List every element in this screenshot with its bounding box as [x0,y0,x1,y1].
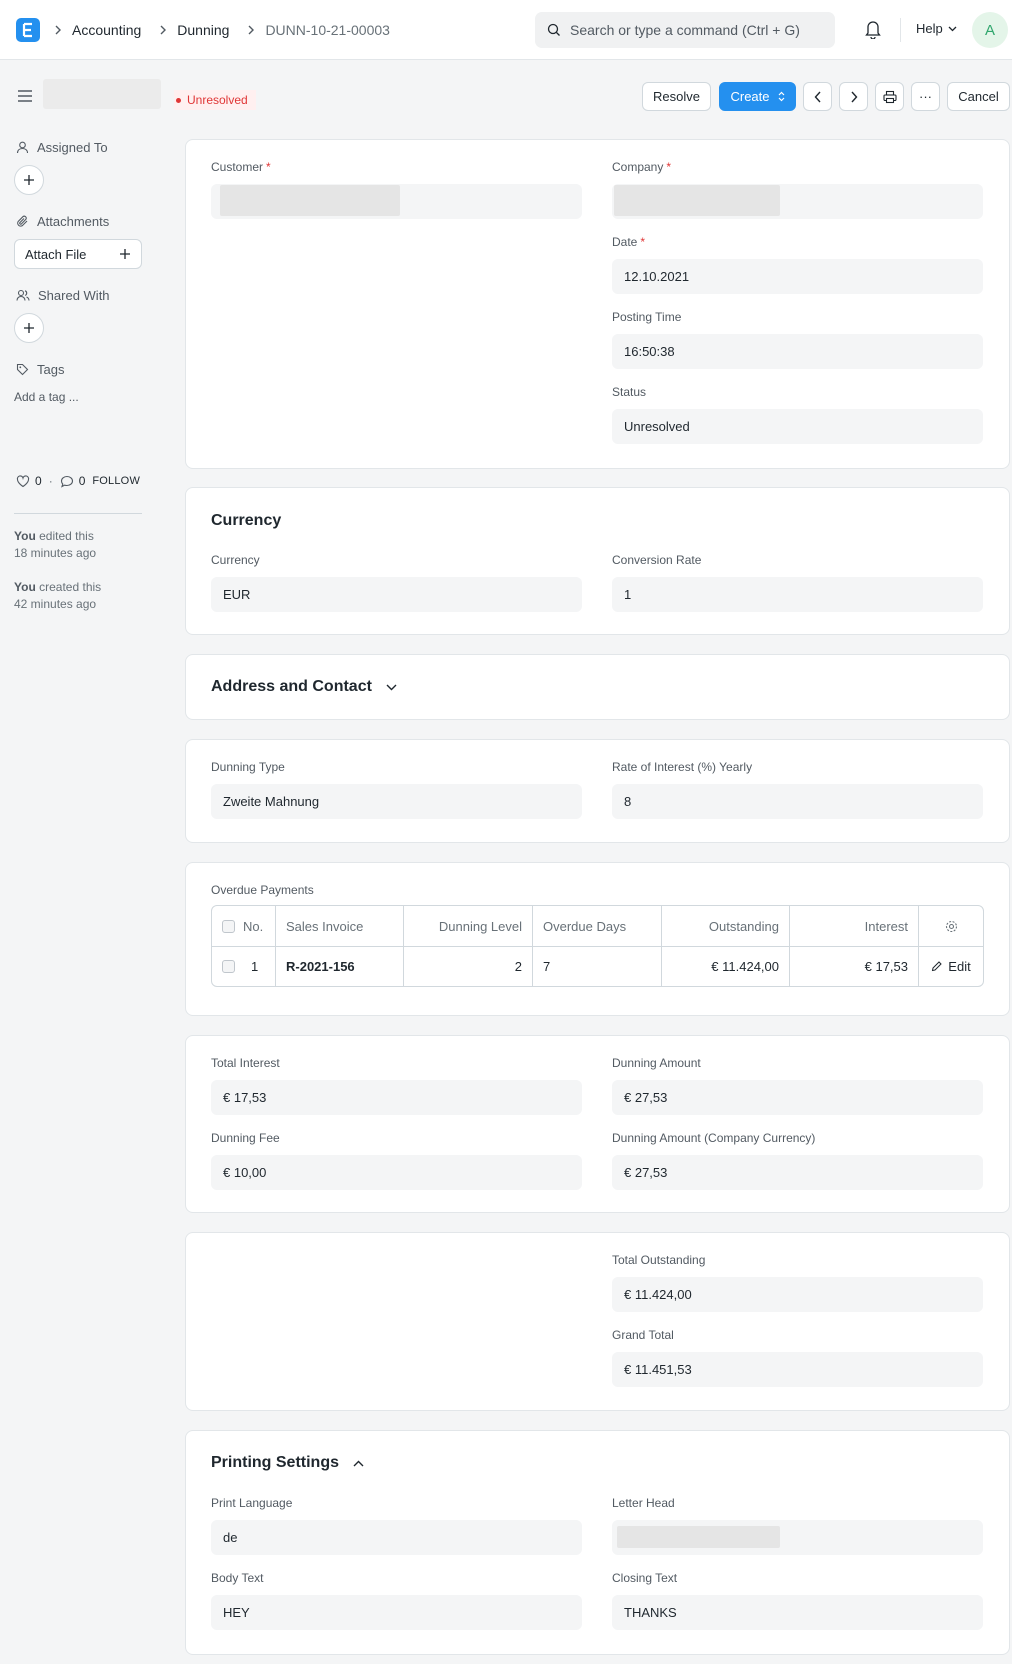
row-sales-invoice[interactable]: R-2021-156 [276,947,404,986]
printing-settings-title: Printing Settings [211,1454,339,1471]
activity-item [14,579,101,613]
interest-rate-input[interactable]: 8 [612,784,983,819]
closing-text-field [612,1571,983,1630]
total-interest-label: Total Interest [211,1056,280,1070]
row-outstanding[interactable]: € 11.424,00 [662,947,790,986]
totals-section [185,1232,1010,1411]
letter-head-field [612,1496,983,1555]
more-icon: ··· [919,89,932,104]
print-language-input[interactable]: de [211,1520,582,1555]
chevron-down-icon [386,684,397,691]
user-icon [16,141,29,154]
paperclip-icon [16,215,29,228]
table-row[interactable] [212,946,983,986]
attach-file-label: Attach File [25,246,87,262]
currency-section [185,487,1010,635]
printing-settings-section [185,1430,1010,1655]
edit-label: Edit [948,959,971,974]
next-doc-button[interactable] [839,82,868,111]
users-icon [16,289,30,302]
menu-icon[interactable] [16,89,34,106]
column-sales-invoice: Sales Invoice [276,906,404,946]
posting-time-label: Posting Time [612,310,682,324]
tag-icon [16,363,29,376]
chevron-down-icon [948,26,957,32]
conversion-rate-input[interactable]: 1 [612,577,983,612]
currency-label: Currency [211,553,260,567]
date-field [612,235,983,294]
row-dunning-level[interactable]: 2 [404,947,533,986]
row-interest[interactable]: € 17,53 [790,947,919,986]
dunning-fee-field [211,1131,582,1190]
navbar-divider [900,18,901,42]
assigned-to-heading [16,140,108,155]
interest-rate-field [612,760,983,819]
help-label: Help [916,21,943,36]
dunning-type-input[interactable]: Zweite Mahnung [211,784,582,819]
page-title [43,79,161,109]
body-text-input[interactable]: HEY [211,1595,582,1630]
posting-time-field [612,310,983,369]
column-outstanding: Outstanding [662,906,790,946]
overdue-payments-label: Overdue Payments [211,883,314,897]
chevron-right-icon [54,25,62,35]
column-dunning-level: Dunning Level [404,906,533,946]
dunning-fee-label: Dunning Fee [211,1131,280,1145]
chevron-up-icon [353,1460,364,1467]
follow-button[interactable]: FOLLOW [92,475,141,487]
conversion-rate-label: Conversion Rate [612,553,702,567]
breadcrumb-dunning[interactable]: Dunning [177,22,230,38]
column-interest: Interest [790,906,919,946]
address-contact-section[interactable] [185,654,1010,720]
row-edit-button[interactable] [919,947,983,986]
dunning-amount-input: € 27,53 [612,1080,983,1115]
column-overdue-days: Overdue Days [533,906,662,946]
chevron-right-icon [247,25,255,35]
total-outstanding-label: Total Outstanding [612,1253,706,1267]
customer-input[interactable] [211,184,582,219]
sort-icon [778,91,785,102]
previous-doc-button[interactable] [803,82,832,111]
posting-time-input[interactable]: 16:50:38 [612,334,983,369]
search-placeholder: Search or type a command (Ctrl + G) [570,22,800,38]
dunning-amount-cc-field [612,1131,983,1190]
add-assignee-button[interactable] [14,165,44,195]
row-no: 1 [212,947,276,986]
breadcrumb-accounting[interactable]: Accounting [72,22,142,38]
total-interest-input: € 17,53 [211,1080,582,1115]
plus-icon [119,248,131,260]
dunning-amount-label: Dunning Amount [612,1056,701,1070]
avatar[interactable]: A [972,12,1008,48]
comments-count: 0 [78,474,86,488]
currency-input[interactable]: EUR [211,577,582,612]
plus-icon [23,322,35,334]
cancel-button[interactable]: Cancel [947,82,1010,111]
bell-icon[interactable] [864,19,882,42]
closing-text-input[interactable]: THANKS [612,1595,983,1630]
likes-count: 0 [35,474,42,488]
activity-action: created this [39,580,102,594]
company-input[interactable] [612,184,983,219]
address-contact-toggle[interactable] [211,678,397,696]
letter-head-value-placeholder [617,1526,780,1548]
comment-icon[interactable] [60,475,74,488]
row-overdue-days[interactable]: 7 [533,947,662,986]
breadcrumb [50,20,390,40]
print-button[interactable] [875,82,904,111]
dunning-amount-cc-input: € 27,53 [612,1155,983,1190]
activity-time: 18 minutes ago [14,546,97,560]
date-input[interactable]: 12.10.2021 [612,259,983,294]
resolve-button[interactable]: Resolve [642,82,711,111]
attachments-heading [16,214,109,229]
interest-rate-label: Rate of Interest (%) Yearly [612,760,753,774]
attach-file-button[interactable] [14,239,142,269]
closing-text-label: Closing Text [612,1571,678,1585]
tags-heading [16,362,64,377]
shared-with-label: Shared With [38,288,110,303]
status-field [612,385,983,444]
status-dot-icon [176,98,181,103]
select-all-checkbox[interactable] [222,920,235,933]
grand-total-input: € 11.451,53 [612,1352,983,1387]
navbar [0,0,1012,60]
printing-settings-toggle[interactable] [211,1454,364,1472]
row-checkbox[interactable] [222,960,235,973]
currency-section-title: Currency [211,512,282,529]
grand-total-field [612,1328,983,1387]
letter-head-label: Letter Head [612,1496,675,1510]
column-no: No. [212,906,276,946]
body-text-label: Body Text [211,1571,264,1585]
search-icon [547,23,561,37]
dunning-fee-input[interactable]: € 10,00 [211,1155,582,1190]
date-label: Date * [612,235,646,249]
status-input: Unresolved [612,409,983,444]
company-value-placeholder [614,185,780,216]
address-contact-title: Address and Contact [211,678,372,695]
search-input[interactable] [535,12,835,48]
amounts-section [185,1035,1010,1213]
attachments-label: Attachments [37,214,110,229]
company-label: Company * [612,160,672,174]
table-header [212,906,983,946]
page-head [0,60,1012,134]
dunning-type-label: Dunning Type [211,760,285,774]
status-badge [174,90,256,110]
help-dropdown[interactable] [916,21,957,36]
stat-separator: · [48,474,53,488]
activity-actor: You [14,529,36,543]
gear-icon [945,920,958,933]
total-interest-field [211,1056,582,1115]
customer-value-placeholder [220,185,400,216]
dunning-amount-field [612,1056,983,1115]
status-field-label: Status [612,385,647,399]
letter-head-input[interactable] [612,1520,983,1555]
customer-label: Customer * [211,160,271,174]
plus-icon [23,174,35,186]
add-share-button[interactable] [14,313,44,343]
create-label: Create [730,89,770,104]
overdue-payments-table [211,905,984,987]
heart-icon[interactable] [16,475,30,488]
shared-with-heading [16,288,110,303]
status-label: Unresolved [187,93,248,107]
add-tag-input[interactable]: Add a tag ... [14,390,79,404]
overdue-payments-section [185,862,1010,1016]
activity-actor: You [14,580,36,594]
dunning-amount-cc-label: Dunning Amount (Company Currency) [612,1131,816,1145]
pencil-icon [931,961,942,972]
total-outstanding-field [612,1253,983,1312]
activity-time: 42 minutes ago [14,597,97,611]
breadcrumb-current: DUNN-10-21-00003 [265,22,390,38]
body-text-field [211,1571,582,1630]
sidebar-divider [14,513,142,514]
details-section [185,139,1010,469]
column-settings[interactable] [919,906,983,946]
print-language-field [211,1496,582,1555]
chevron-left-icon [814,91,822,103]
conversion-rate-field [612,553,983,612]
create-button[interactable] [719,82,796,111]
activity-item [14,528,96,562]
dunning-type-section [185,739,1010,843]
chevron-right-icon [159,25,167,35]
activity-action: edited this [39,529,94,543]
social-stats [16,474,140,488]
grand-total-label: Grand Total [612,1328,674,1342]
currency-field [211,553,582,612]
print-language-label: Print Language [211,1496,293,1510]
app-logo-icon[interactable] [16,18,40,42]
assigned-to-label: Assigned To [37,140,108,155]
tags-label: Tags [37,362,65,377]
company-field [612,160,983,219]
total-outstanding-input: € 11.424,00 [612,1277,983,1312]
printer-icon [883,90,897,104]
dunning-type-field [211,760,582,819]
chevron-right-icon [850,91,858,103]
customer-field [211,160,582,219]
more-options-button[interactable] [911,82,940,111]
